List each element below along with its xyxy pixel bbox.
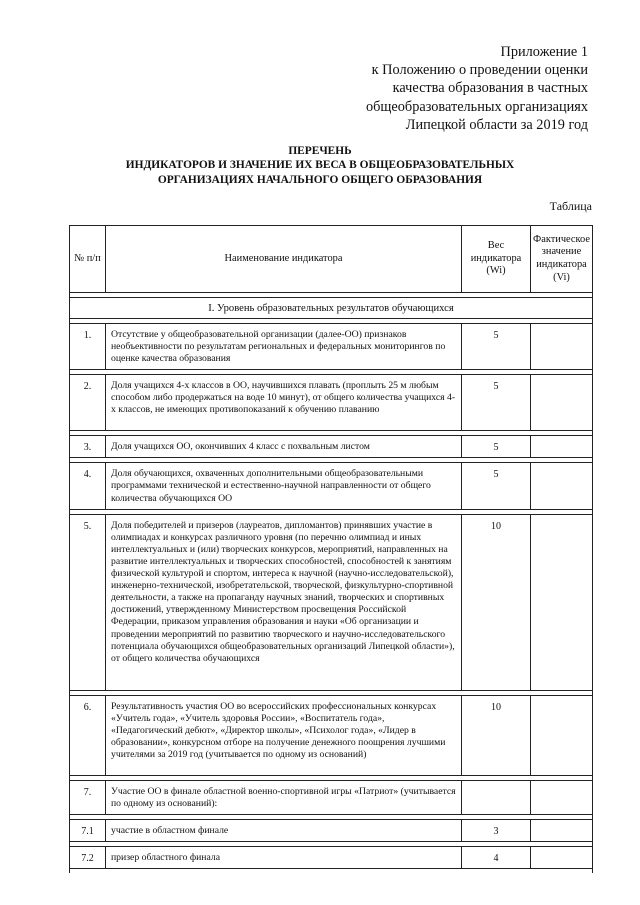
header-actual: Фактическое значение индикатора (Vi) (531, 226, 593, 293)
header-name: Наименование индикатора (106, 226, 462, 293)
row-actual (531, 375, 593, 431)
section-row (70, 298, 593, 319)
document-title (0, 144, 640, 187)
row-name: Доля победителей и призеров (лауреатов, дипломантов) принявших участие в олимпиадах и конкурсах различного уровня (по перечню олимпиад и иных интеллектуальных и (или) творческих конкурсов, мероприятий, направленных на развитие интеллектуальных и творческих способностей, способностей к занятиям физической культурой и спортом, интереса к научной (научно-исследовательской), инженерно-технической, изобретательской, творческой, физкультурно-спортивной деятельности, а также на пропаганду научных знаний, творческих и спортивных достижений, утвержденному Министерством просвещения Российской Федерации, приказом управления образования и науки «Об организации и проведении мероприятий по развитию творческого и научно-исследовательского потенциала обучающихся общеобразовательных организаций Липецкой области»), от общего количества обучающихся (106, 514, 462, 690)
row-num: 7.1 (70, 819, 106, 841)
title-line: ПЕРЕЧЕНЬ (288, 145, 352, 157)
row-num: 5. (70, 514, 106, 690)
section-title: I. Уровень образовательных результатов обучающихся (70, 298, 593, 319)
row-weight: 5 (462, 436, 531, 458)
table-row (70, 375, 593, 431)
row-actual (531, 695, 593, 775)
row-name: Доля учащихся 4-х классов в ОО, научившихся плавать (проплыть 25 м любым способом либо продержаться на воде 10 минут), от общего количества учащихся 4-х классов, не имеющих противопоказаний к обучению плаванию (106, 375, 462, 431)
indicators-table (69, 225, 593, 873)
header-weight: Вес индикатора (Wi) (462, 226, 531, 293)
row-actual (531, 846, 593, 868)
title-line: ИНДИКАТОРОВ И ЗНАЧЕНИЕ ИХ ВЕСА В ОБЩЕОБРАЗОВАТЕЛЬНЫХ (125, 159, 515, 172)
appendix-line: Приложение 1 (500, 44, 588, 60)
appendix-line: Липецкой области за 2019 год (405, 116, 588, 133)
row-num: 2. (70, 375, 106, 431)
table-row (70, 846, 593, 868)
row-name: участие в областном финале (106, 819, 462, 841)
row-num: 6. (70, 695, 106, 775)
table-spacer (70, 869, 593, 874)
row-actual (531, 324, 593, 370)
row-weight: 10 (462, 695, 531, 775)
row-name: Доля обучающихся, охваченных дополнительными общеобразовательными программами технической и естественно-научной направленности от общего количества обучающихся ОО (106, 463, 462, 509)
appendix-line: качества образования в частных (392, 80, 588, 97)
appendix-note (366, 43, 588, 134)
table-caption: Таблица (549, 199, 592, 213)
table-row (70, 463, 593, 509)
table-row (70, 436, 593, 458)
row-actual (531, 780, 593, 814)
table-row (70, 780, 593, 814)
header-num: № п/п (70, 226, 106, 293)
row-weight: 5 (462, 375, 531, 431)
row-weight: 4 (462, 846, 531, 868)
row-num: 7.2 (70, 846, 106, 868)
table-row (70, 695, 593, 775)
table-row (70, 819, 593, 841)
appendix-line: общеобразовательных организациях (366, 98, 588, 115)
table-header-row (70, 226, 593, 293)
table-row (70, 324, 593, 370)
title-line: ОРГАНИЗАЦИЯХ НАЧАЛЬНОГО ОБЩЕГО ОБРАЗОВАНИЯ (157, 173, 483, 186)
row-num: 3. (70, 436, 106, 458)
row-num: 1. (70, 324, 106, 370)
row-weight: 5 (462, 324, 531, 370)
table-row (70, 514, 593, 690)
row-name: Результативность участия ОО во всероссийских профессиональных конкурсах «Учитель года», «Учитель здоровья России», «Воспитатель года», «Педагогический дебют», «Директор школы», «Психолог года», «Лидер в образовании», конкурсном отборе на получение денежного поощрения лучшими учителями за 2019 год (учитывается по одному из оснований) (106, 695, 462, 775)
row-actual (531, 819, 593, 841)
row-actual (531, 514, 593, 690)
row-num: 4. (70, 463, 106, 509)
row-weight: 5 (462, 463, 531, 509)
row-weight (462, 780, 531, 814)
row-name: Доля учащихся ОО, окончивших 4 класс с похвальным листом (106, 436, 462, 458)
row-weight: 3 (462, 819, 531, 841)
row-name: Отсутствие у общеобразовательной организации (далее-ОО) признаков необъективности по результатам региональных и федеральных мониторингов по оценке качества образования (106, 324, 462, 370)
row-weight: 10 (462, 514, 531, 690)
appendix-line: к Положению о проведении оценки (371, 62, 588, 79)
row-actual (531, 436, 593, 458)
row-actual (531, 463, 593, 509)
row-num: 7. (70, 780, 106, 814)
row-name: Участие ОО в финале областной военно-спортивной игры «Патриот» (учитывается по одному из оснований): (106, 780, 462, 814)
row-name: призер областного финала (106, 846, 462, 868)
